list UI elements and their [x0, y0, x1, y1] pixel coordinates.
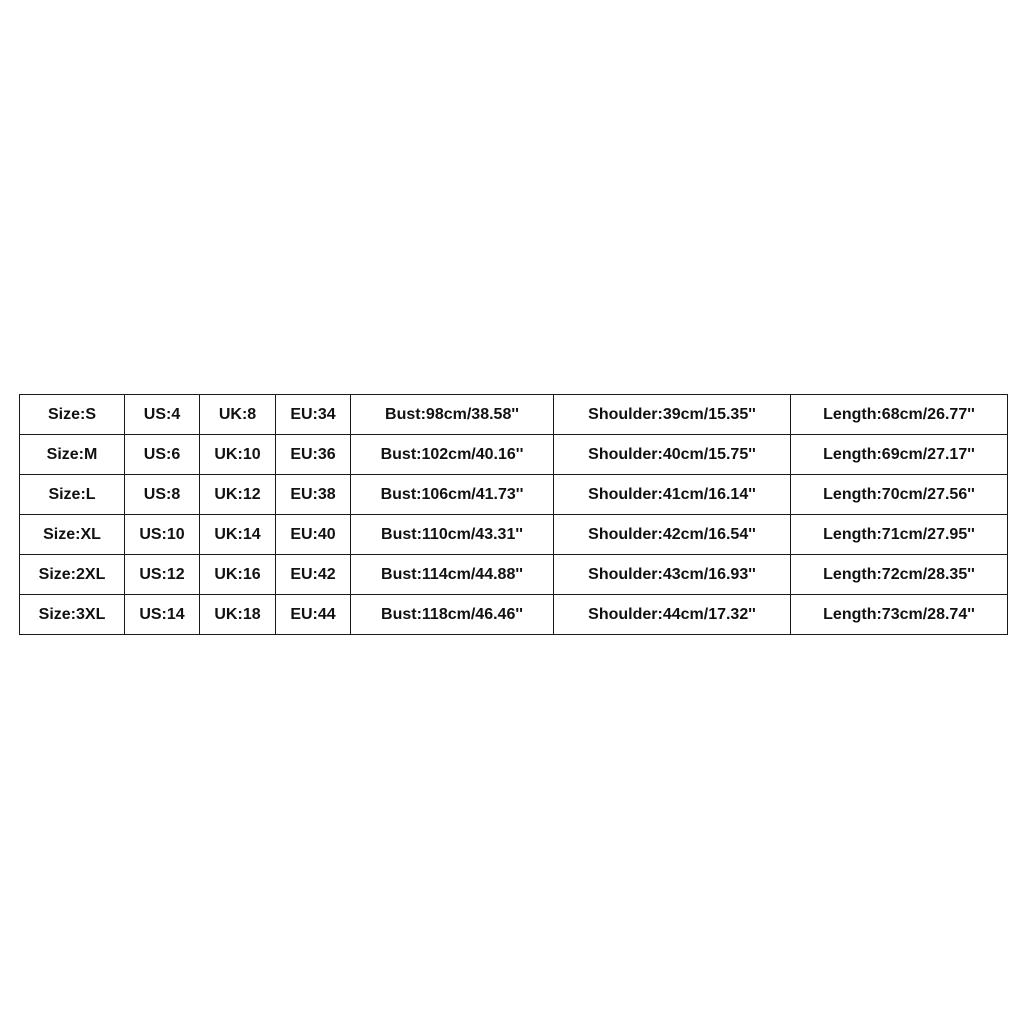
uk-size-cell: UK:12 [200, 475, 276, 515]
uk-size-cell: UK:8 [200, 395, 276, 435]
length-cell: Length:71cm/27.95'' [791, 515, 1008, 555]
us-size-cell: US:4 [125, 395, 200, 435]
us-size-cell: US:14 [125, 595, 200, 635]
table-row [20, 555, 1008, 595]
bust-cell: Bust:102cm/40.16'' [351, 435, 554, 475]
uk-size-cell: UK:16 [200, 555, 276, 595]
size-chart-table [19, 394, 1008, 635]
shoulder-cell: Shoulder:43cm/16.93'' [554, 555, 791, 595]
size-cell: Size:L [20, 475, 125, 515]
us-size-cell: US:6 [125, 435, 200, 475]
us-size-cell: US:8 [125, 475, 200, 515]
size-cell: Size:S [20, 395, 125, 435]
size-cell: Size:M [20, 435, 125, 475]
eu-size-cell: EU:42 [276, 555, 351, 595]
eu-size-cell: EU:44 [276, 595, 351, 635]
length-cell: Length:70cm/27.56'' [791, 475, 1008, 515]
length-cell: Length:68cm/26.77'' [791, 395, 1008, 435]
eu-size-cell: EU:38 [276, 475, 351, 515]
table-row [20, 395, 1008, 435]
table-row [20, 515, 1008, 555]
shoulder-cell: Shoulder:41cm/16.14'' [554, 475, 791, 515]
table-row [20, 595, 1008, 635]
uk-size-cell: UK:14 [200, 515, 276, 555]
eu-size-cell: EU:34 [276, 395, 351, 435]
uk-size-cell: UK:10 [200, 435, 276, 475]
shoulder-cell: Shoulder:42cm/16.54'' [554, 515, 791, 555]
shoulder-cell: Shoulder:44cm/17.32'' [554, 595, 791, 635]
bust-cell: Bust:110cm/43.31'' [351, 515, 554, 555]
eu-size-cell: EU:40 [276, 515, 351, 555]
bust-cell: Bust:118cm/46.46'' [351, 595, 554, 635]
uk-size-cell: UK:18 [200, 595, 276, 635]
us-size-cell: US:12 [125, 555, 200, 595]
table-row [20, 475, 1008, 515]
size-cell: Size:3XL [20, 595, 125, 635]
bust-cell: Bust:98cm/38.58'' [351, 395, 554, 435]
eu-size-cell: EU:36 [276, 435, 351, 475]
length-cell: Length:72cm/28.35'' [791, 555, 1008, 595]
length-cell: Length:73cm/28.74'' [791, 595, 1008, 635]
bust-cell: Bust:106cm/41.73'' [351, 475, 554, 515]
shoulder-cell: Shoulder:39cm/15.35'' [554, 395, 791, 435]
table-row [20, 435, 1008, 475]
size-cell: Size:XL [20, 515, 125, 555]
us-size-cell: US:10 [125, 515, 200, 555]
shoulder-cell: Shoulder:40cm/15.75'' [554, 435, 791, 475]
length-cell: Length:69cm/27.17'' [791, 435, 1008, 475]
bust-cell: Bust:114cm/44.88'' [351, 555, 554, 595]
size-cell: Size:2XL [20, 555, 125, 595]
